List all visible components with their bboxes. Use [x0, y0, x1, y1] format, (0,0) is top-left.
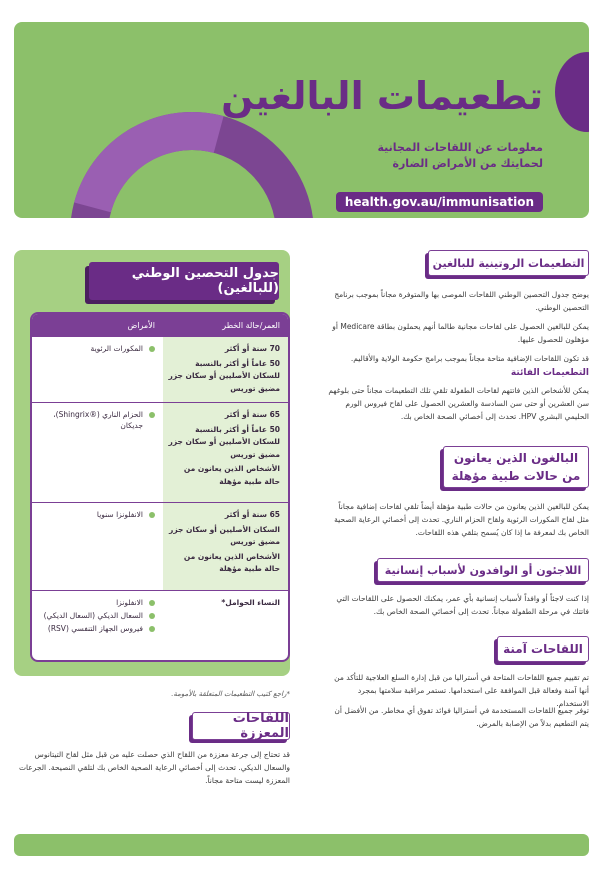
age-criterion: 70 سنة أو أكثر: [224, 344, 280, 353]
age-criterion: 65 سنة أو أكثر: [224, 410, 280, 419]
schedule-panel: [14, 250, 290, 676]
routine-paragraph: يوضح جدول التحصين الوطني اللقاحات الموصى بها والمتوفرة مجاناً بموجب برنامج التحصين الوطني.: [334, 290, 589, 312]
refugee-heading: اللاجئون أو الوافدون لأسباب إنسانية: [377, 558, 589, 582]
table-row: [32, 402, 288, 502]
safety-paragraph: تم تقييم جميع اللقاحات المتاحة في أستراليا من قبل إدارة السلع العلاجية للتأكد من أنها آمنة وفعالة قبل الموافقة على استخدامها. تستمر مراقبة سلامتها بمجرد الاستخدام.: [334, 673, 589, 708]
disease-cell: [32, 337, 163, 402]
table-header: [32, 314, 288, 336]
column-header-disease: الأمراض: [127, 320, 155, 330]
disease-item: الحزام الناري (®Shingrix)، جديكان: [36, 409, 155, 431]
footer-bar: [14, 834, 589, 856]
table-row: [32, 502, 288, 590]
missed-paragraph: يمكن للأشخاص الذين فاتتهم لقاحات الطفولة تلقي تلك التطعيمات مجاناً حتى بلوغهم سن العشرين أو حتى سن السادسة والعشرين الحصول على لقاح فيروس الورم الحليمي البشري HPV. تحدث إلى أخصائي الصحة الخاص بك.: [328, 386, 589, 421]
table-row: [32, 590, 288, 662]
disease-item: السعال الديكي (السعال الديكي): [36, 610, 155, 621]
hero-banner: [14, 22, 589, 218]
page-subtitle: معلومات عن اللقاحات المجانية لحمايتك من الأمراض الضارة: [377, 141, 543, 170]
missed-subheading: التطعيمات الفائتة: [510, 368, 589, 378]
boosters-body: قد تحتاج إلى جرعة معززة من اللقاح الذي حصلت عليه من قبل مثل لقاح التيتانوس والسعال الديكي. تحدث إلى أخصائي الرعاية الصحية الخاص بك لتلقي النصيحة. الجرعات المعززة ليست متاحة مجاناً.: [18, 750, 290, 785]
age-criterion: النساء الحوامل*: [221, 598, 280, 607]
disease-item: الانفلونزا: [36, 597, 155, 608]
disease-item: فيروس الجهاز التنفسي (RSV): [36, 623, 155, 634]
routine-heading: التطعيمات الروتينية للبالغين: [428, 250, 589, 276]
page-title: تطعيمات البالغين: [221, 74, 543, 118]
age-cell: [163, 403, 288, 502]
age-criterion: السكان الأصليين أو سكان جزر مضيق توريس: [169, 524, 280, 546]
schedule-title: جدول التحصين الوطني (للبالغين): [89, 262, 279, 300]
schedule-table: [30, 312, 290, 662]
age-criterion: الأشخاص الذين يعانون من حالة طبية مؤهلة: [183, 551, 280, 573]
disease-item: المكورات الرئوية: [36, 343, 155, 354]
safety-paragraph: توفر جميع اللقاحات المستخدمة في أستراليا فوائد تفوق أي مخاطر. من الأفضل أن يتم التطعيم بدلاً من الإصابة بالمرض.: [334, 706, 589, 728]
refugee-paragraph: إذا كنت لاجئاً أو وافداً لأسباب إنسانية بأي عمر، يمكنك الحصول على اللقاحات التي فاتتك في مرحلة الطفولة مجاناً. تحدث إلى أخصائي الصحة الخاص بك.: [336, 594, 589, 616]
disease-cell: [32, 591, 163, 662]
disease-cell: [32, 403, 163, 502]
age-cell: [163, 591, 288, 662]
decorative-shape: [555, 52, 589, 132]
medical-heading: البالغون الذين يعانون من حالات طبية مؤهلة: [443, 446, 589, 488]
age-criterion: 50 عاماً أو أكثر بالنسبة للسكان الأصليين أو سكان جزر مضيق توريس: [168, 358, 280, 393]
medical-paragraph: يمكن للبالغين الذين يعانون من حالات طبية مؤهلة أيضاً تلقي لقاحات إضافية مجاناً مثل لقاح المكورات الرئوية ولقاح الحزام الناري. تحدث إلى أخصائي الرعاية الصحية الخاص بك لمعرفة ما إذا كان يُسمح بتلقي هذه اللقاحات.: [334, 502, 589, 537]
routine-paragraph: قد تكون اللقاحات الإضافية متاحة مجاناً بموجب برامج حكومة الولاية والأقاليم.: [350, 354, 589, 363]
footnote: *راجع كتيب التطعيمات المتعلقة بالأمومة.: [171, 690, 290, 698]
table-row: [32, 336, 288, 402]
age-criterion: 50 عاماً أو أكثر بالنسبة للسكان الأصليين أو سكان جزر مضيق توريس: [168, 424, 280, 459]
age-cell: [163, 337, 288, 402]
disease-cell: [32, 503, 163, 590]
age-criterion: 65 سنة أو أكثر: [224, 510, 280, 519]
website-link[interactable]: health.gov.au/immunisation: [336, 192, 543, 212]
safety-heading: اللقاحات آمنة: [497, 636, 589, 662]
disease-item: الانفلونزا سنويا: [36, 509, 155, 520]
routine-paragraph: يمكن للبالغين الحصول على لقاحات مجانية طالما أنهم يحملون بطاقة Medicare أو مؤهلون للحصول عليها.: [332, 322, 589, 344]
age-cell: [163, 503, 288, 590]
column-header-age: العمر/حالة الخطر: [222, 320, 280, 330]
boosters-heading: اللقاحات المعززة: [192, 712, 290, 740]
age-criterion: الأشخاص الذين يعانون من حالة طبية مؤهلة: [183, 464, 280, 486]
